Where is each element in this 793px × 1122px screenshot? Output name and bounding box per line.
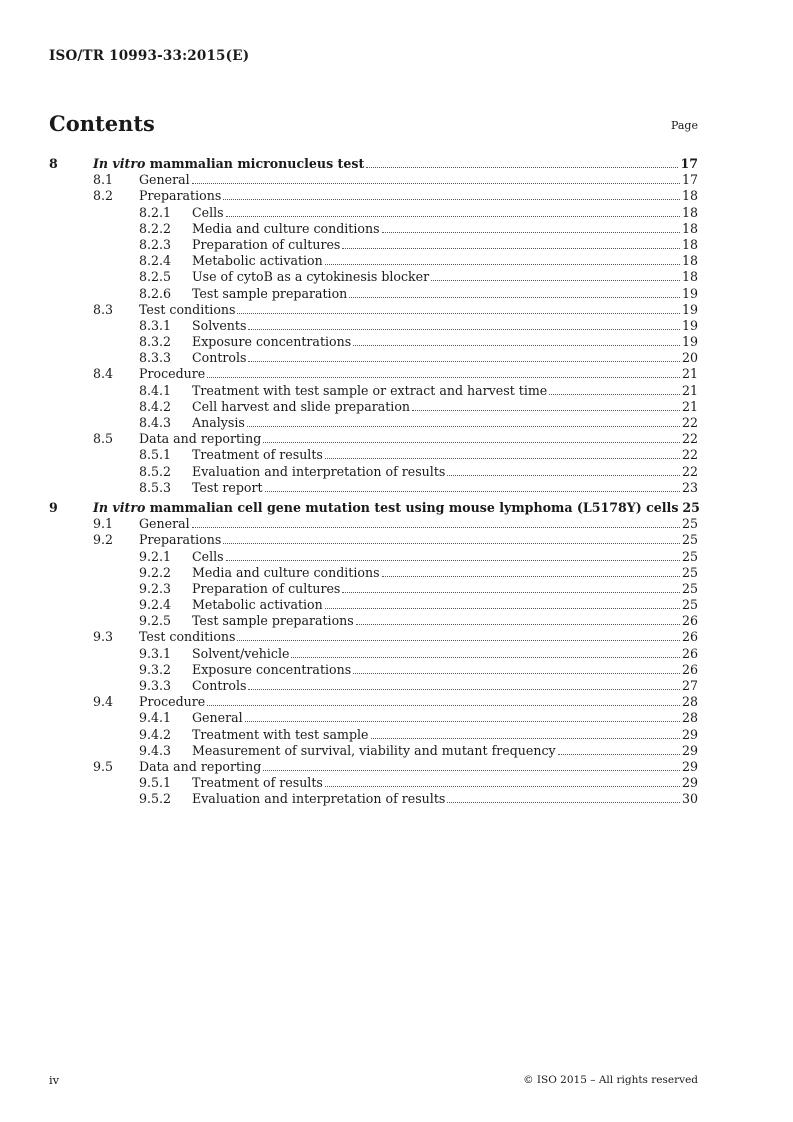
- toc-entry[interactable]: [49, 480, 698, 496]
- toc-entry[interactable]: [49, 500, 698, 516]
- toc-entry[interactable]: [49, 237, 698, 253]
- toc-entry-title: Preparations: [139, 188, 222, 204]
- toc-entry-title: Test report: [192, 479, 263, 495]
- toc-entry-title: Treatment of results: [192, 775, 323, 791]
- toc-dot-leader: [447, 802, 680, 803]
- toc-entry-number: 8.2: [93, 188, 114, 204]
- toc-entry-title: [93, 500, 678, 516]
- toc-entry-page: 25: [681, 564, 698, 580]
- toc-entry-number: 9.3.1: [139, 645, 172, 661]
- toc-entry[interactable]: [49, 710, 698, 726]
- toc-entry-page: 22: [681, 415, 698, 430]
- toc-entry-page: 22: [681, 447, 698, 463]
- toc-dot-leader: [382, 232, 680, 233]
- toc-entry-page: 27: [681, 678, 698, 693]
- toc-entry-title: Metabolic activation: [192, 253, 323, 269]
- toc-dot-leader: [263, 442, 680, 443]
- toc-entry-number: 9.5.2: [139, 791, 172, 807]
- toc-entry[interactable]: [49, 286, 698, 302]
- table-of-contents: [49, 156, 698, 808]
- page-column-label: Page: [670, 119, 698, 132]
- toc-entry[interactable]: [49, 678, 698, 694]
- toc-dot-leader: [248, 361, 679, 362]
- toc-entry-title: Metabolic activation: [192, 597, 323, 613]
- toc-entry-title: Evaluation and interpretation of results: [192, 463, 446, 479]
- toc-entry-page: 29: [681, 758, 698, 774]
- toc-entry[interactable]: [49, 516, 698, 532]
- toc-entry[interactable]: [49, 156, 698, 172]
- toc-entry[interactable]: [49, 646, 698, 662]
- toc-entry-title: Cells: [192, 204, 224, 220]
- toc-entry-page: 29: [681, 742, 698, 758]
- toc-dot-leader: [447, 475, 680, 476]
- toc-entry-title: Measurement of survival, viability and mutant frequency: [192, 742, 556, 758]
- toc-entry-number: 9.2.5: [139, 613, 172, 629]
- toc-entry-title: General: [139, 172, 190, 188]
- toc-entry[interactable]: [49, 188, 698, 204]
- toc-entry-number: 8.2.5: [139, 269, 172, 285]
- toc-dot-leader: [431, 280, 680, 281]
- toc-dot-leader: [237, 640, 679, 641]
- toc-entry-title: Cell harvest and slide preparation: [192, 398, 411, 414]
- toc-entry-number: 9.3: [93, 629, 114, 645]
- toc-entry-number: 8.5.1: [139, 447, 172, 463]
- toc-entry[interactable]: [49, 415, 698, 431]
- toc-entry-number: 9.5: [93, 758, 114, 774]
- toc-entry-number: 8.4.2: [139, 398, 172, 414]
- toc-entry-title: Treatment with test sample: [192, 726, 369, 742]
- toc-entry-title: Controls: [192, 678, 247, 693]
- toc-entry[interactable]: [49, 334, 698, 350]
- toc-entry-title: Use of cytoB as a cytokinesis blocker: [192, 269, 430, 285]
- toc-dot-leader: [342, 248, 680, 249]
- toc-entry-title: Treatment of results: [192, 447, 323, 463]
- toc-entry[interactable]: [49, 581, 698, 597]
- toc-entry-title-text: mammalian cell gene mutation test using mouse lymphoma (L5178Y) cells: [145, 499, 679, 515]
- toc-entry[interactable]: [49, 447, 698, 463]
- toc-entry-page: 25: [681, 597, 698, 613]
- toc-dot-leader: [366, 167, 678, 168]
- toc-entry-number: 9.2: [93, 532, 114, 548]
- toc-entry[interactable]: [49, 565, 698, 581]
- toc-entry-title: Cells: [192, 548, 224, 564]
- toc-dot-leader: [371, 738, 680, 739]
- toc-dot-leader: [353, 673, 680, 674]
- toc-entry-page: 18: [681, 220, 698, 236]
- toc-dot-leader: [291, 657, 680, 658]
- toc-entry-title: Procedure: [139, 366, 206, 382]
- toc-entry[interactable]: [49, 549, 698, 565]
- toc-entry-number: 8.2.4: [139, 253, 172, 269]
- toc-dot-leader: [245, 721, 680, 722]
- toc-entry[interactable]: [49, 431, 698, 447]
- toc-entry-page: 22: [681, 431, 698, 447]
- toc-entry-number: 9.1: [93, 516, 114, 532]
- toc-dot-leader: [325, 608, 680, 609]
- toc-entry-number: 9.4.3: [139, 742, 172, 758]
- toc-entry-page: 26: [681, 629, 698, 645]
- toc-entry[interactable]: [49, 302, 698, 318]
- toc-entry-page: 29: [681, 775, 698, 791]
- toc-entry[interactable]: [49, 172, 698, 188]
- contents-title: Contents: [49, 111, 155, 136]
- toc-entry[interactable]: [49, 727, 698, 743]
- toc-entry-page: 18: [681, 236, 698, 252]
- toc-entry[interactable]: [49, 221, 698, 237]
- toc-entry-title-prefix: In vitro: [93, 499, 146, 515]
- toc-entry-page: 21: [681, 382, 698, 398]
- toc-entry-title: Preparation of cultures: [192, 580, 341, 596]
- toc-entry-page: 28: [681, 694, 698, 710]
- toc-entry-page: 29: [681, 726, 698, 742]
- toc-dot-leader: [382, 576, 680, 577]
- toc-entry-number: 8.2.6: [139, 285, 172, 301]
- toc-entry[interactable]: [49, 464, 698, 480]
- toc-entry-title: Treatment with test sample or extract and harvest time: [192, 382, 548, 398]
- toc-entry-page: 25: [681, 516, 698, 532]
- toc-entry-title: Data and reporting: [139, 431, 262, 447]
- toc-entry-number: 9.2.2: [139, 564, 172, 580]
- toc-entry-number: 8.4.1: [139, 382, 172, 398]
- toc-entry[interactable]: [49, 694, 698, 710]
- toc-entry-number: 8.2.3: [139, 236, 172, 252]
- toc-entry-title: Media and culture conditions: [192, 564, 380, 580]
- toc-entry-title: Solvents: [192, 317, 247, 333]
- toc-entry[interactable]: [49, 399, 698, 415]
- toc-entry-number: 8.3.3: [139, 350, 172, 366]
- toc-entry-title: Evaluation and interpretation of results: [192, 791, 446, 807]
- toc-dot-leader: [356, 624, 680, 625]
- toc-entry-number: 8.3.1: [139, 317, 172, 333]
- toc-entry-page: 26: [681, 613, 698, 629]
- toc-dot-leader: [192, 183, 680, 184]
- toc-entry[interactable]: [49, 318, 698, 334]
- toc-entry-number: 8.4: [93, 366, 114, 382]
- toc-dot-leader: [558, 754, 680, 755]
- toc-entry[interactable]: [49, 532, 698, 548]
- toc-entry-title: Test sample preparations: [192, 613, 354, 629]
- toc-dot-leader: [226, 216, 680, 217]
- toc-entry-page: 22: [681, 463, 698, 479]
- toc-entry-number: 8: [49, 156, 58, 171]
- toc-dot-leader: [549, 394, 680, 395]
- toc-entry-number: 8.2.1: [139, 204, 172, 220]
- toc-entry-title: Controls: [192, 350, 247, 366]
- toc-entry-number: 9.5.1: [139, 775, 172, 791]
- toc-dot-leader: [223, 543, 680, 544]
- toc-entry-title: [93, 156, 364, 172]
- toc-dot-leader: [349, 297, 680, 298]
- toc-entry-page: 19: [681, 301, 698, 317]
- toc-entry-page: 21: [681, 398, 698, 414]
- toc-entry-title: General: [192, 710, 243, 726]
- toc-dot-leader: [248, 329, 680, 330]
- toc-entry[interactable]: [49, 759, 698, 775]
- toc-entry-title: Media and culture conditions: [192, 220, 380, 236]
- toc-entry-page: 26: [681, 661, 698, 677]
- toc-entry[interactable]: [49, 383, 698, 399]
- toc-entry-page: 18: [681, 269, 698, 285]
- toc-dot-leader: [265, 491, 680, 492]
- toc-entry-title: Preparations: [139, 532, 222, 548]
- toc-entry-title-prefix: In vitro: [93, 156, 146, 171]
- toc-dot-leader: [226, 560, 680, 561]
- page-number: iv: [49, 1073, 60, 1087]
- toc-dot-leader: [207, 705, 680, 706]
- toc-dot-leader: [247, 426, 680, 427]
- document-id: ISO/TR 10993-33:2015(E): [49, 48, 250, 64]
- toc-entry[interactable]: [49, 775, 698, 791]
- toc-entry-page: 17: [681, 172, 698, 188]
- toc-entry[interactable]: [49, 350, 698, 366]
- toc-entry[interactable]: [49, 613, 698, 629]
- toc-entry-number: 9.3.2: [139, 661, 172, 677]
- toc-entry-number: 8.5: [93, 431, 114, 447]
- toc-entry-number: 9.2.4: [139, 597, 172, 613]
- toc-dot-leader: [325, 264, 680, 265]
- toc-dot-leader: [325, 458, 680, 459]
- toc-entry-page: 19: [681, 317, 698, 333]
- toc-dot-leader: [412, 410, 680, 411]
- toc-dot-leader: [342, 592, 680, 593]
- toc-entry-number: 9.4: [93, 694, 114, 710]
- toc-entry-number: 9.2.1: [139, 548, 172, 564]
- toc-dot-leader: [248, 689, 679, 690]
- toc-entry-number: 9.2.3: [139, 580, 172, 596]
- toc-entry-title: Test sample preparation: [192, 285, 348, 301]
- toc-entry-page: 20: [681, 350, 698, 366]
- toc-entry[interactable]: [49, 205, 698, 221]
- toc-entry-number: 9.4.1: [139, 710, 172, 726]
- toc-entry-page: 18: [681, 204, 698, 220]
- toc-entry[interactable]: [49, 629, 698, 645]
- toc-entry[interactable]: [49, 791, 698, 807]
- toc-entry-number: 9.4.2: [139, 726, 172, 742]
- toc-entry-page: 26: [681, 645, 698, 661]
- toc-entry-title: Analysis: [192, 415, 245, 430]
- toc-entry-page: 30: [681, 791, 698, 807]
- toc-entry[interactable]: [49, 597, 698, 613]
- toc-entry-number: 9.3.3: [139, 678, 172, 693]
- toc-entry-page: 25: [681, 548, 698, 564]
- toc-dot-leader: [325, 786, 680, 787]
- toc-entry-number: 8.5.2: [139, 463, 172, 479]
- toc-entry-title-text: mammalian micronucleus test: [145, 156, 365, 171]
- toc-entry-title: Data and reporting: [139, 758, 262, 774]
- toc-entry-number: 8.3: [93, 301, 114, 317]
- toc-entry-page: 25: [681, 580, 698, 596]
- toc-entry[interactable]: [49, 662, 698, 678]
- toc-entry-title: Exposure concentrations: [192, 334, 352, 350]
- toc-entry[interactable]: [49, 253, 698, 269]
- copyright-notice: © ISO 2015 – All rights reserved: [523, 1074, 698, 1086]
- toc-entry-title: Preparation of cultures: [192, 236, 341, 252]
- toc-entry-title: Test conditions: [139, 629, 236, 645]
- toc-entry[interactable]: [49, 269, 698, 285]
- toc-dot-leader: [353, 345, 680, 346]
- toc-entry[interactable]: [49, 366, 698, 382]
- toc-entry-page: 28: [681, 710, 698, 726]
- toc-entry-page: 18: [681, 253, 698, 269]
- toc-entry-title: Solvent/vehicle: [192, 645, 290, 661]
- toc-entry-number: 8.1: [93, 172, 114, 188]
- toc-entry-title: Exposure concentrations: [192, 661, 352, 677]
- toc-entry-title: Test conditions: [139, 301, 236, 317]
- toc-entry-page: 17: [680, 156, 698, 171]
- toc-entry-page: 18: [681, 188, 698, 204]
- toc-entry-page: 25: [682, 499, 700, 515]
- toc-dot-leader: [207, 377, 680, 378]
- toc-entry-page: 19: [681, 285, 698, 301]
- toc-dot-leader: [223, 199, 680, 200]
- toc-entry-title: General: [139, 516, 190, 532]
- toc-entry[interactable]: [49, 743, 698, 759]
- toc-entry-page: 19: [681, 334, 698, 350]
- toc-dot-leader: [192, 527, 680, 528]
- toc-entry-title: Procedure: [139, 694, 206, 710]
- toc-entry-page: 23: [681, 479, 698, 495]
- toc-entry-number: 8.3.2: [139, 334, 172, 350]
- toc-entry-number: 9: [49, 499, 58, 515]
- toc-entry-number: 8.4.3: [139, 415, 172, 430]
- toc-dot-leader: [263, 770, 680, 771]
- toc-entry-page: 21: [681, 366, 698, 382]
- toc-entry-number: 8.5.3: [139, 479, 172, 495]
- toc-dot-leader: [237, 313, 679, 314]
- toc-entry-number: 8.2.2: [139, 220, 172, 236]
- toc-entry-page: 25: [681, 532, 698, 548]
